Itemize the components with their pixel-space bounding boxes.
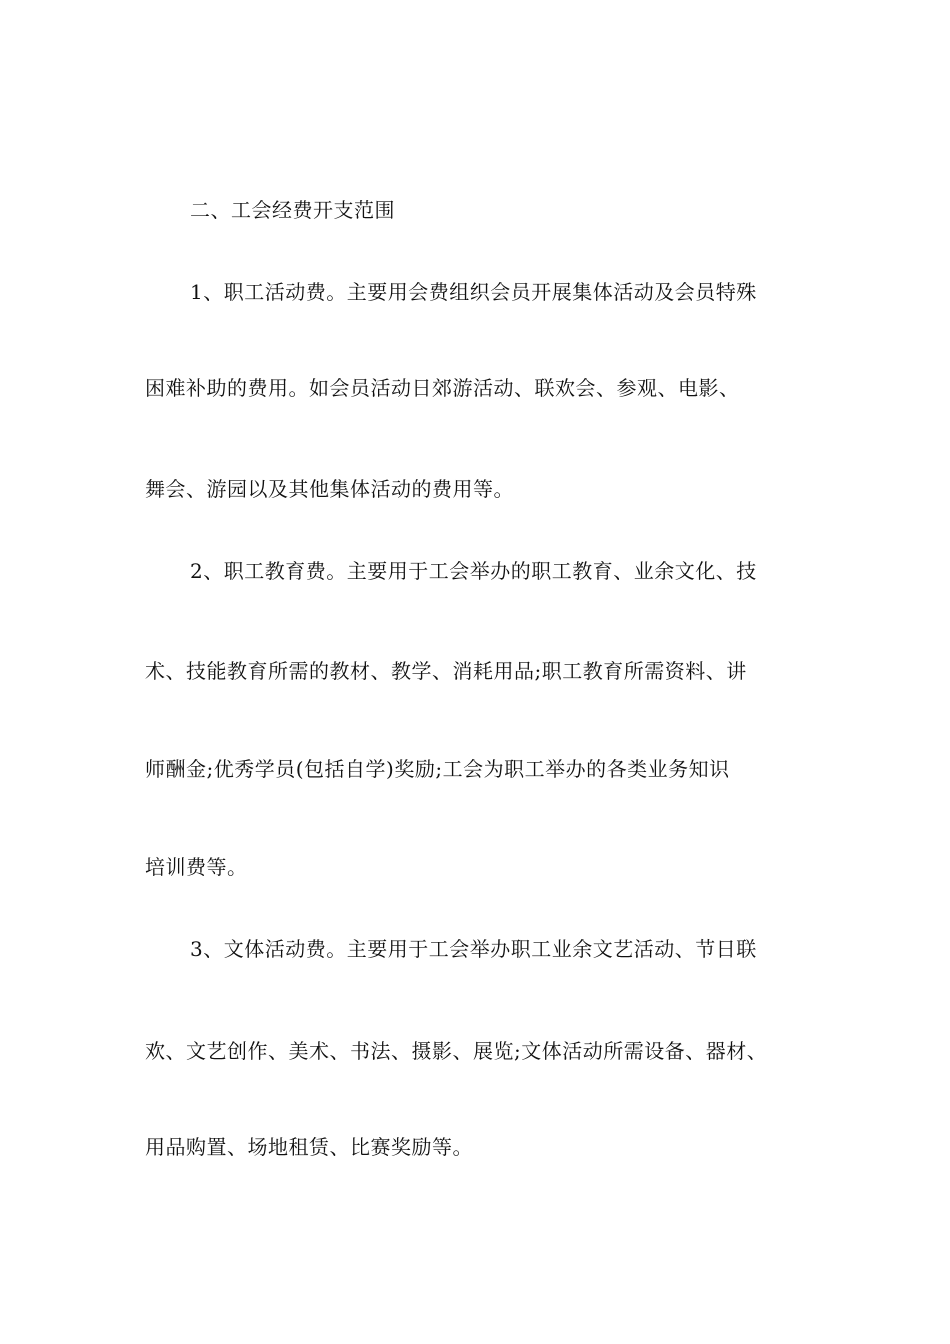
section-heading: 二、工会经费开支范围 bbox=[190, 198, 395, 222]
paragraph-2-line-1: 2、职工教育费。主要用于工会举办的职工教育、业余文化、技 bbox=[190, 559, 757, 583]
paragraph-2-line-2: 术、技能教育所需的教材、教学、消耗用品;职工教育所需资料、讲 bbox=[145, 659, 747, 683]
paragraph-3-line-1: 3、文体活动费。主要用于工会举办职工业余文艺活动、节日联 bbox=[190, 937, 757, 961]
paragraph-2-line-4: 培训费等。 bbox=[145, 855, 248, 879]
paragraph-1-line-1: 1、职工活动费。主要用会费组织会员开展集体活动及会员特殊 bbox=[190, 280, 757, 304]
paragraph-3-line-2: 欢、文艺创作、美术、书法、摄影、展览;文体活动所需设备、器材、 bbox=[145, 1039, 768, 1063]
paragraph-2-line-3: 师酬金;优秀学员(包括自学)奖励;工会为职工举办的各类业务知识 bbox=[145, 757, 730, 781]
paragraph-3-line-3: 用品购置、场地租赁、比赛奖励等。 bbox=[145, 1135, 473, 1159]
paragraph-1-line-3: 舞会、游园以及其他集体活动的费用等。 bbox=[145, 477, 514, 501]
paragraph-1-line-2: 困难补助的费用。如会员活动日郊游活动、联欢会、参观、电影、 bbox=[145, 376, 740, 400]
